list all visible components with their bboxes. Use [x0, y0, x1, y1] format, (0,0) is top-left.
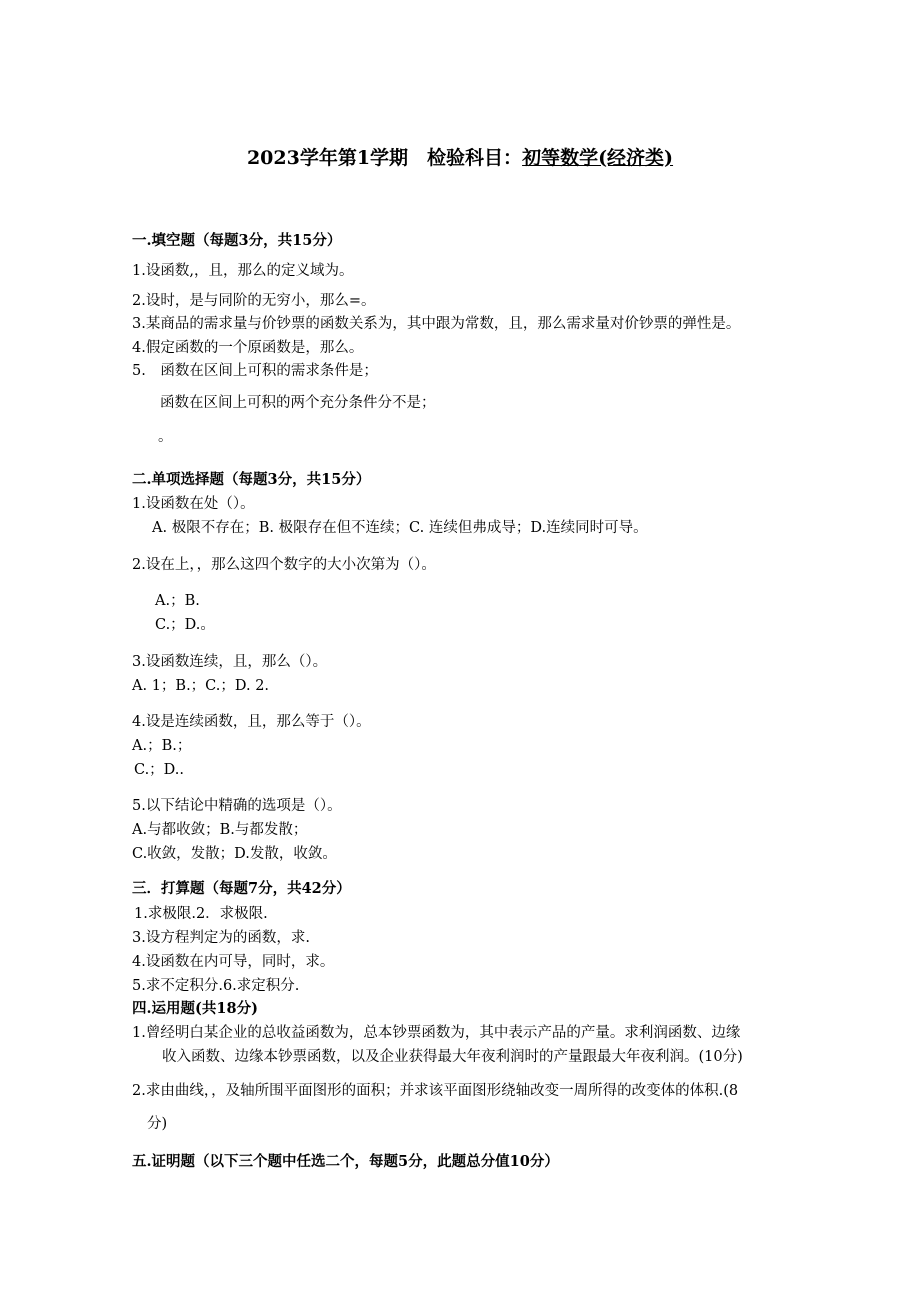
s2-question-5: 5.以下结论中精确的选项是（）。 [132, 798, 342, 814]
s2-question-1: 1.设函数在处（）。 [132, 496, 255, 512]
s2-question-2-options-1: A.；B. [155, 593, 200, 609]
section-2-heading: 二.单项选择题（每题3分，共15分） [132, 471, 371, 488]
s1-question-3: 3.某商品的需求量与价钞票的函数关系为，其中跟为常数，且，那么需求量对价钞票的弹性是。 [132, 316, 741, 332]
s2-question-3-options: A. 1；B.；C.；D. 2. [132, 678, 270, 694]
s4-question-1-line-1: 1.曾经明白某企业的总收益函数为，总本钞票函数为，其中表示产品的产量。求利润函数、边缘 [132, 1025, 741, 1041]
section-4-heading: 四.运用题(共18分) [132, 1000, 258, 1017]
title-subject: 初等数学(经济类) [522, 147, 674, 169]
section-1-heading: 一.填空题（每题3分，共15分） [132, 232, 342, 249]
page-title [0, 145, 920, 171]
s1-question-4: 4.假定函数的一个原函数是，那么。 [132, 340, 364, 356]
s1-question-5: 5. 函数在区间上可积的需求条件是； [132, 363, 378, 379]
section-5-heading: 五.证明题（以下三个题中任选二个，每题5分，此题总分值10分） [132, 1153, 559, 1170]
s3-question-5-6: 5.求不定积分.6.求定积分. [132, 978, 300, 994]
s1-question-5-part-c: 。 [158, 429, 173, 445]
s2-question-1-options: A. 极限不存在；B. 极限存在但不连续；C. 连续但弗成导；D.连续同时可导。 [152, 520, 648, 536]
s3-question-3: 3.设方程判定为的函数，求. [132, 930, 310, 946]
s3-question-4: 4.设函数在内可导，同时，求。 [132, 954, 335, 970]
s2-question-4-options-1: A.；B.； [132, 738, 192, 754]
s4-question-2-line-1: 2.求由曲线，，及轴所围平面图形的面积；并求该平面图形绕轴改变一周所得的改变体的体积.(8 [132, 1083, 739, 1099]
s2-question-3: 3.设函数连续，且，那么（）。 [132, 654, 328, 670]
s2-question-4-options-2: C.；D.. [134, 762, 185, 778]
s2-question-4: 4.设是连续函数，且，那么等于（）。 [132, 714, 371, 730]
title-prefix: 2023学年第1学期 检验科目： [246, 147, 523, 169]
s4-question-2-line-2: 分) [147, 1116, 168, 1132]
s1-question-1: 1.设函数,，且，那么的定义域为。 [132, 263, 354, 279]
s2-question-2-options-2: C.；D.。 [155, 617, 215, 633]
s4-question-1-line-2: 收入函数、边缘本钞票函数，以及企业获得最大年夜利润时的产量跟最大年夜利润。(10分) [162, 1049, 743, 1065]
section-3-heading: 三．打算题（每题7分，共42分） [132, 880, 351, 897]
s1-question-2: 2.设时，是与同阶的无穷小，那么=。 [132, 293, 376, 309]
s2-question-5-options-2: C.收敛，发散；D.发散，收敛。 [132, 846, 337, 862]
s1-question-5-part-b: 函数在区间上可积的两个充分条件分不是； [160, 395, 436, 411]
s2-question-2: 2.设在上，，那么这四个数字的大小次第为（）。 [132, 557, 436, 573]
s2-question-5-options-1: A.与都收敛；B.与都发散； [132, 822, 308, 838]
s3-question-1-2: 1.求极限.2．求极限. [134, 906, 268, 922]
